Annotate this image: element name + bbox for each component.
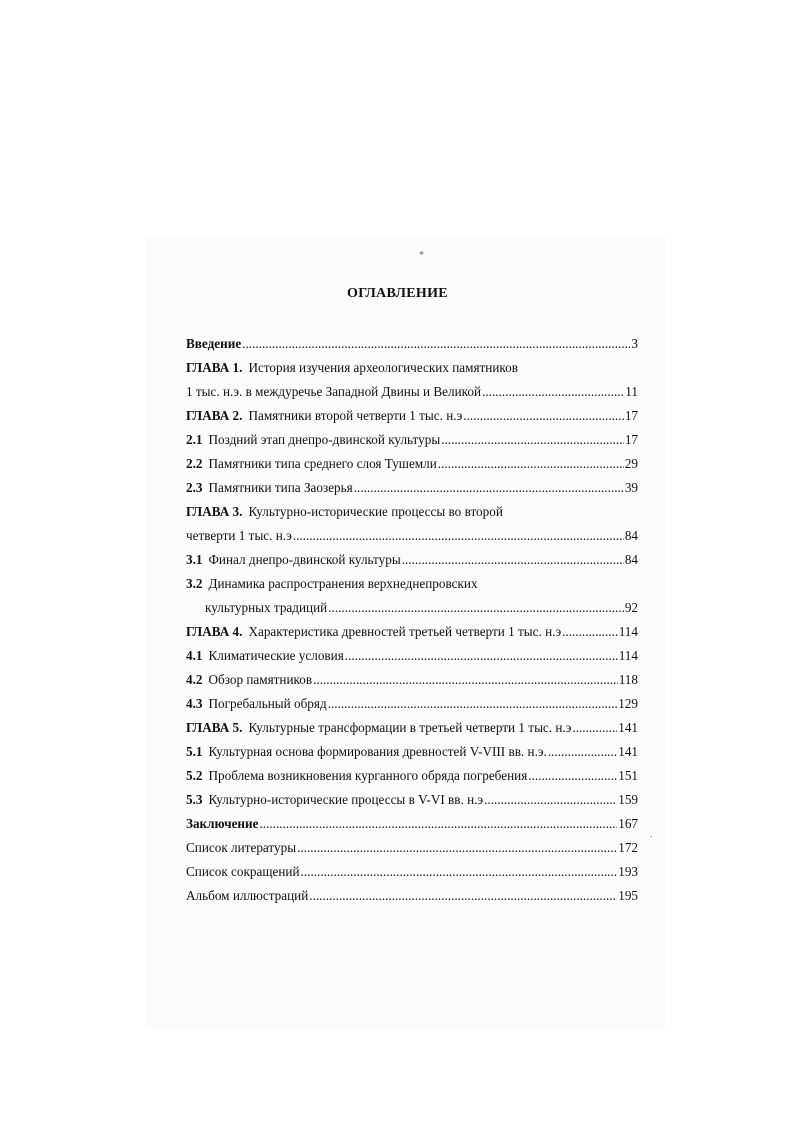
toc-entry-page: 193: [618, 864, 638, 879]
toc-entry-page: 17: [624, 408, 638, 423]
toc-entry-label: Погребальный обряд: [208, 696, 327, 711]
toc-entry-number: 5.1: [186, 744, 203, 759]
toc-entry-label: Культурно-исторические процессы в V-VI вв. н.э: [208, 792, 484, 807]
toc-entry: [186, 504, 638, 520]
toc-entry-page: 29: [624, 456, 638, 471]
toc-entry: [186, 624, 638, 640]
toc-entry-page: 167: [618, 816, 638, 831]
toc-entry: [186, 360, 638, 376]
toc-entry: [186, 432, 638, 448]
toc-entry-label: Обзор памятников: [208, 672, 313, 687]
toc-entry-page: 17: [624, 432, 638, 447]
toc-entry-label: Культурная основа формирования древностей V-VIII вв. н.э.: [208, 744, 547, 759]
toc-entry-page: 11: [625, 384, 638, 399]
toc-entry-number: ГЛАВА 5.: [186, 720, 243, 735]
toc-entry-label: Климатические условия: [208, 648, 344, 663]
toc-leader-dots: [402, 552, 624, 568]
toc-entry-number: 5.2: [186, 768, 203, 783]
toc-entry-page: 39: [624, 480, 638, 495]
toc-entry-page: 172: [618, 840, 638, 855]
toc-leader-dots: [328, 696, 618, 712]
toc-entry-page: 195: [618, 888, 638, 903]
toc-entry-page: 92: [624, 600, 638, 615]
toc-entry-number: ГЛАВА 1.: [186, 360, 243, 375]
toc-entry-number: 2.3: [186, 480, 203, 495]
toc-entry: [186, 768, 638, 784]
toc-entry-label: Список сокращений: [186, 864, 300, 879]
toc-entry-number: 5.3: [186, 792, 203, 807]
toc-entry-label: Заключение: [186, 816, 259, 831]
toc-entry-number: ГЛАВА 4.: [186, 624, 243, 639]
toc-entry: [186, 864, 638, 880]
toc-entry-label: 1 тыс. н.э. в междуречье Западной Двины и Великой: [186, 384, 482, 399]
toc-entry-label: Динамика распространения верхнеднепровских: [208, 576, 478, 591]
toc-leader-dots: [482, 384, 624, 400]
toc-entry-label: Финал днепро-двинской культуры: [208, 552, 401, 567]
toc-entry: [186, 336, 638, 352]
toc-entry-number: 2.1: [186, 432, 203, 447]
toc-entry-label: Памятники типа Заозерья: [208, 480, 353, 495]
toc-entry: [186, 480, 638, 496]
toc-entry-page: 118: [618, 672, 638, 687]
toc-entry-page: 3: [631, 336, 638, 351]
toc-entry-number: 4.2: [186, 672, 203, 687]
toc-leader-dots: [528, 768, 617, 784]
toc-leader-dots: [313, 672, 618, 688]
toc-entry-page: 141: [618, 744, 638, 759]
toc-entry-page: 141: [618, 720, 638, 735]
toc-entry: [186, 792, 638, 808]
toc-leader-dots: [309, 888, 617, 904]
scan-speck-mark: *: [419, 250, 424, 261]
toc-leader-dots: [463, 408, 624, 424]
toc-leader-dots: [345, 648, 618, 664]
toc-entry-page: 114: [618, 624, 638, 639]
toc-entry-label: Памятники второй четверти 1 тыс. н.э: [248, 408, 463, 423]
toc-entry: [186, 384, 638, 400]
toc-leader-dots: [484, 792, 617, 808]
toc-entry-number: 2.2: [186, 456, 203, 471]
toc-entry-label: Альбом иллюстраций: [186, 888, 309, 903]
toc-entry-page: 159: [618, 792, 638, 807]
toc-entry: [205, 600, 638, 616]
toc-entry: [186, 528, 638, 544]
toc-leader-dots: [301, 864, 618, 880]
toc-entry-number: 4.3: [186, 696, 203, 711]
toc-entry: [186, 408, 638, 424]
toc-entry-number: ГЛАВА 2.: [186, 408, 243, 423]
toc-entry-label: История изучения археологических памятников: [248, 360, 518, 375]
toc-leader-dots: [441, 432, 624, 448]
toc-entry-page: 114: [618, 648, 638, 663]
toc-leader-dots: [354, 480, 624, 496]
toc-entry: [186, 720, 638, 736]
toc-entry: [186, 840, 638, 856]
toc-leader-dots: [297, 840, 617, 856]
toc-entry: [186, 552, 638, 568]
toc-entry-number: 3.2: [186, 576, 203, 591]
toc-entry-label: Проблема возникновения курганного обряда погребения: [208, 768, 528, 783]
toc-entry-label: Характеристика древностей третьей четверти 1 тыс. н.э: [248, 624, 562, 639]
toc-leader-dots: [242, 336, 630, 352]
toc-leader-dots: [259, 816, 617, 832]
toc-leader-dots: [562, 624, 618, 640]
toc-entry-label: Культурные трансформации в третьей четверти 1 тыс. н.э: [248, 720, 572, 735]
toc-entry: [186, 576, 638, 592]
toc-entry-number: 3.1: [186, 552, 203, 567]
toc-entry-page: 129: [618, 696, 638, 711]
toc-entry: [186, 744, 638, 760]
toc-entry-label: Список литературы: [186, 840, 297, 855]
toc-entry-label: Памятники типа среднего слоя Тушемли: [208, 456, 437, 471]
toc-entry-page: 151: [618, 768, 638, 783]
toc-entry-label: четверти 1 тыс. н.э: [186, 528, 292, 543]
toc-entry-label: Поздний этап днепро-двинской культуры: [208, 432, 441, 447]
toc-entry-number: ГЛАВА 3.: [186, 504, 243, 519]
toc-entry: [186, 816, 638, 832]
toc-entry: [186, 672, 638, 688]
toc-leader-dots: [293, 528, 624, 544]
toc-leader-dots: [438, 456, 624, 472]
toc-entry: [186, 888, 638, 904]
toc-entry: [186, 648, 638, 664]
toc-entry-page: 84: [624, 528, 638, 543]
toc-entry-label: Введение: [186, 336, 242, 351]
toc-leader-dots: [572, 720, 617, 736]
toc-leader-dots: [548, 744, 617, 760]
toc-entry-number: 4.1: [186, 648, 203, 663]
scan-edge-mark: .: [650, 829, 653, 839]
toc-entry-label: культурных традиций: [205, 600, 328, 615]
toc-entry: [186, 696, 638, 712]
toc-heading: ОГЛАВЛЕНИЕ: [347, 286, 448, 301]
toc-entry-label: Культурно-исторические процессы во второй: [248, 504, 503, 519]
toc-entry: [186, 456, 638, 472]
toc-entry-page: 84: [624, 552, 638, 567]
toc-leader-dots: [328, 600, 624, 616]
